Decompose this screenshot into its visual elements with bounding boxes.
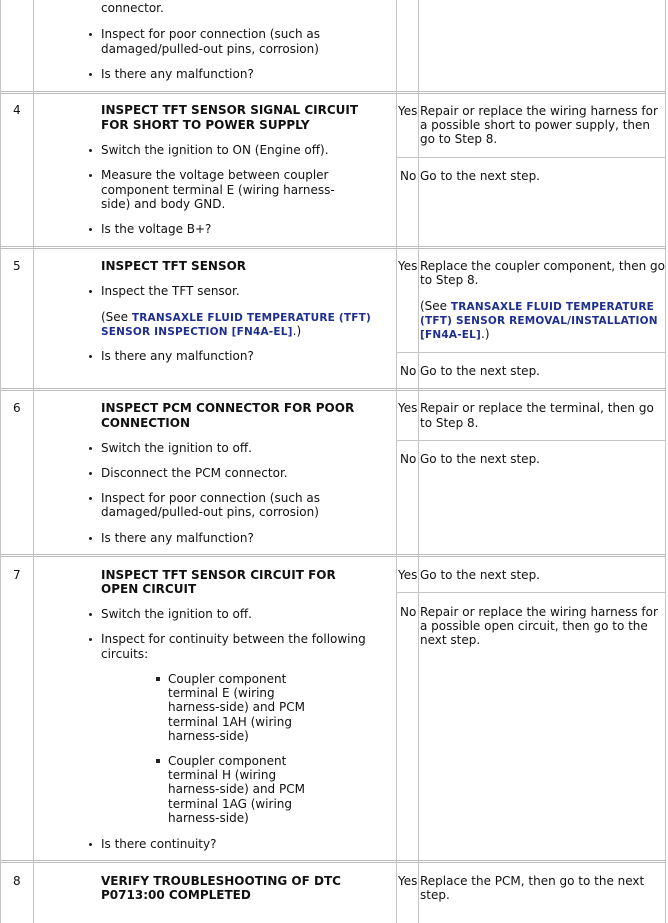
inspection-line: damaged/pulled-out pins, corrosion) — [101, 505, 319, 519]
table-border-right — [665, 0, 666, 923]
step-number: 6 — [13, 401, 21, 415]
inspection-step: Switch the ignition to off. — [101, 607, 252, 621]
circuit-line: harness-side) and PCM — [168, 700, 305, 714]
reference-link[interactable]: TRANSAXLE FLUID TEMPERATURE (TFT) — [131, 312, 371, 324]
inspection-line: component terminal E (wiring harness- — [101, 183, 335, 197]
answer-label: Yes — [398, 401, 418, 415]
inspection-step: Inspect for poor connection (such as — [101, 27, 320, 41]
inspection-step: Switch the ignition to off. — [101, 441, 252, 455]
action-text: Repair or replace the wiring harness for — [420, 605, 658, 619]
answer-label: Yes — [398, 568, 418, 582]
action-text: a possible open circuit, then go to the — [420, 619, 648, 633]
circuit-item: Coupler component — [168, 754, 287, 768]
circuit-line: terminal 1AG (wiring — [168, 797, 293, 811]
inspection-step: Inspect the TFT sensor. — [101, 284, 240, 298]
column-divider-inspection — [396, 0, 397, 923]
step-number: 8 — [13, 874, 21, 888]
reference-suffix: .) — [292, 324, 302, 338]
reference-prefix: (See — [101, 310, 132, 324]
row-divider-8 — [0, 860, 666, 863]
inspection-step: Switch the ignition to ON (Engine off). — [101, 143, 329, 157]
row-divider-7 — [0, 554, 666, 557]
inspection-line: circuits: — [101, 647, 149, 661]
column-divider-step — [33, 0, 34, 923]
step-number: 4 — [13, 103, 21, 117]
inspection-step: Disconnect the PCM connector. — [101, 466, 288, 480]
circuit-item: Coupler component — [168, 672, 287, 686]
action-text: Replace the PCM, then go to the next — [420, 874, 645, 888]
inspection-line: connector. — [101, 1, 164, 15]
inspection-question: Is there any malfunction? — [101, 531, 254, 545]
circuit-line: harness-side) — [168, 811, 249, 825]
step-title: P0713:00 COMPLETED — [101, 888, 251, 902]
circuit-line: harness-side) — [168, 729, 249, 743]
answer-label: No — [400, 364, 417, 378]
inspection-step: Inspect for poor connection (such as — [101, 491, 320, 505]
reference-line — [101, 324, 301, 340]
inspection-step: Measure the voltage between coupler — [101, 168, 329, 182]
step-title: OPEN CIRCUIT — [101, 582, 197, 596]
answer-divider-4 — [396, 157, 666, 158]
inspection-question: Is there continuity? — [101, 837, 217, 851]
action-text: next step. — [420, 633, 481, 647]
column-divider-answer — [418, 0, 419, 923]
action-text: step. — [420, 888, 450, 902]
row-divider-5 — [0, 246, 666, 249]
action-text: Go to the next step. — [420, 364, 540, 378]
row-divider-4 — [0, 91, 666, 94]
action-text: Repair or replace the wiring harness for — [420, 104, 658, 118]
action-text: to Step 8. — [420, 273, 479, 287]
inspection-question: Is there any malfunction? — [101, 349, 254, 363]
action-text: Go to the next step. — [420, 568, 540, 582]
circuit-line: terminal E (wiring — [168, 686, 275, 700]
reference-suffix: .) — [481, 327, 490, 341]
step-title: FOR SHORT TO POWER SUPPLY — [101, 118, 310, 132]
step-title: INSPECT TFT SENSOR — [101, 259, 247, 273]
inspection-question: Is there any malfunction? — [101, 67, 254, 81]
inspection-question: Is the voltage B+? — [101, 222, 212, 236]
answer-divider-7 — [396, 592, 666, 593]
reference-link[interactable]: [FN4A-EL] — [420, 329, 482, 341]
action-text: Repair or replace the terminal, then go — [420, 401, 654, 415]
reference-link[interactable]: (TFT) SENSOR REMOVAL/INSTALLATION — [420, 315, 658, 327]
action-text: go to Step 8. — [420, 132, 498, 146]
action-text: Go to the next step. — [420, 452, 540, 466]
circuit-line: terminal 1AH (wiring — [168, 715, 292, 729]
reference-line — [420, 327, 490, 343]
inspection-step: Inspect for continuity between the following — [101, 632, 366, 646]
answer-divider-5 — [396, 352, 666, 353]
circuit-line: terminal H (wiring — [168, 768, 277, 782]
inspection-line: damaged/pulled-out pins, corrosion) — [101, 42, 319, 56]
action-text: Replace the coupler component, then go — [420, 259, 666, 273]
step-number: 7 — [13, 568, 21, 582]
step-number: 5 — [13, 259, 21, 273]
reference-link[interactable]: TRANSAXLE FLUID TEMPERATURE — [450, 301, 655, 313]
inspection-line: side) and body GND. — [101, 197, 226, 211]
step-title: INSPECT TFT SENSOR SIGNAL CIRCUIT — [101, 103, 359, 117]
action-text: Go to the next step. — [420, 169, 540, 183]
answer-divider-6 — [396, 440, 666, 441]
answer-label: Yes — [398, 874, 418, 888]
action-text: to Step 8. — [420, 416, 479, 430]
answer-label: No — [400, 452, 417, 466]
step-title: CONNECTION — [101, 416, 190, 430]
reference-link[interactable]: SENSOR INSPECTION [FN4A-EL] — [101, 326, 293, 338]
answer-label: No — [400, 169, 417, 183]
circuit-line: harness-side) and PCM — [168, 782, 305, 796]
answer-label: No — [400, 605, 417, 619]
answer-label: Yes — [398, 104, 418, 118]
step-title: INSPECT PCM CONNECTOR FOR POOR — [101, 401, 355, 415]
step-title: VERIFY TROUBLESHOOTING OF DTC — [101, 874, 341, 888]
step-title: INSPECT TFT SENSOR CIRCUIT FOR — [101, 568, 336, 582]
answer-label: Yes — [398, 259, 418, 273]
action-text: a possible short to power supply, then — [420, 118, 650, 132]
reference-prefix: (See — [420, 299, 451, 313]
row-divider-6 — [0, 388, 666, 391]
table-border-left — [0, 0, 1, 923]
